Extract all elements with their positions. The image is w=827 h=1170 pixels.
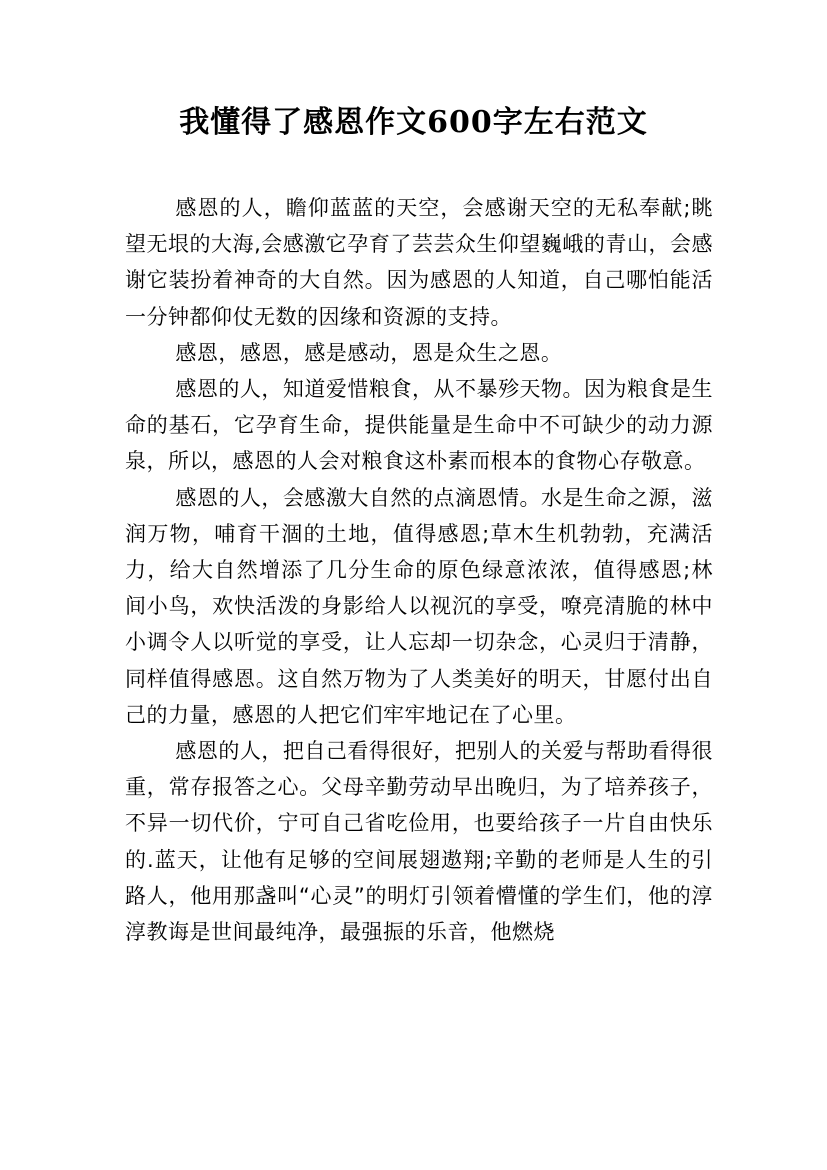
paragraph-2: 感恩，感恩，感是感动，恩是众生之恩。 xyxy=(175,340,563,365)
document-body xyxy=(125,190,713,950)
paragraph-3: 感恩的人，知道爱惜粮食，从不暴殄天物。因为粮食是生命的基石，它孕育生命，提供能量是生命中不可缺少的动力源泉，所以，感恩的人会对粮食这朴素而根本的食物心存敬意。 xyxy=(125,377,713,474)
document-title: 我懂得了感恩作文600字左右范文 xyxy=(179,105,648,140)
paragraph-1: 感恩的人，瞻仰蓝蓝的天空，会感谢天空的无私奉献;眺望无垠的大海,会感激它孕育了芸芸众生仰望巍峨的青山，会感谢它装扮着神奇的大自然。因为感恩的人知道，自己哪怕能活一分钟都仰仗无数的因缘和资源的支持。 xyxy=(125,196,713,329)
paragraph-5: 感恩的人，把自己看得很好，把别人的关爱与帮助看得很重，常存报答之心。父母辛勤劳动早出晚归，为了培养孩子，不异一切代价，宁可自己省吃俭用，也要给孩子一片自由快乐的.蓝天，让他有足够的空间展翅遨翔;辛勤的老师是人生的引路人，他用那盏叫“心灵”的明灯引领着懵懂的学生们，他的淳淳教诲是世间最纯净，最强振的乐音，他燃烧 xyxy=(125,739,713,945)
paragraph-4: 感恩的人，会感激大自然的点滴恩情。水是生命之源，滋润万物，哺育干涸的土地，值得感恩;草木生机勃勃，充满活力，给大自然增添了几分生命的原色绿意浓浓，值得感恩;林间小鸟，欢快活泼的身影给人以视沉的享受，嘹亮清脆的林中小调令人以听觉的享受，让人忘却一切杂念，心灵归于清静，同样值得感恩。这自然万物为了人类美好的明天，甘愿付出自己的力量，感恩的人把它们牢牢地记在了心里。 xyxy=(125,485,713,727)
